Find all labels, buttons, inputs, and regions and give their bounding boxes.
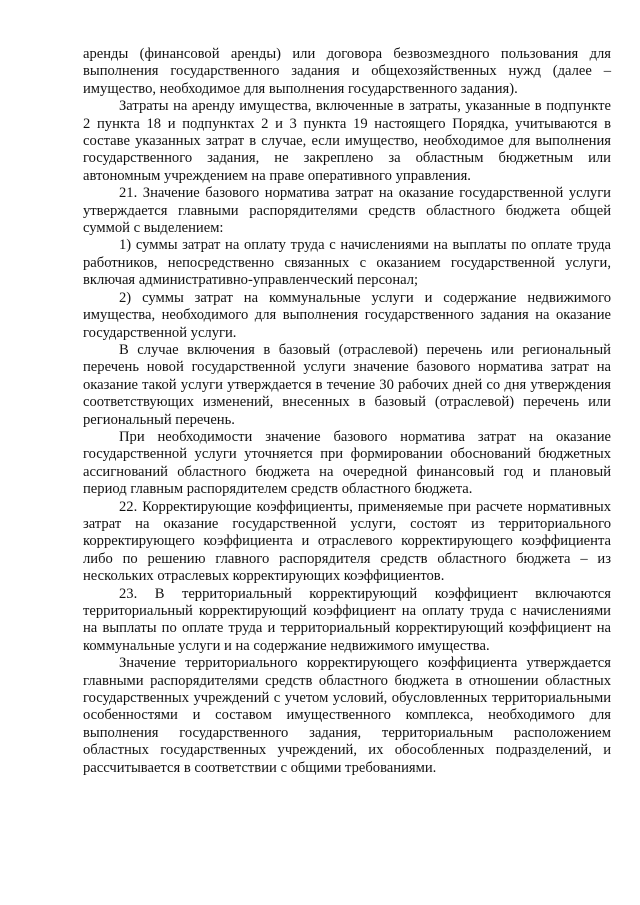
paragraph-item-22: 22. Корректирующие коэффициенты, применяемые при расчете нормативных затрат на оказание государственной услуги, состоят из территориального корректирующего коэффициента и отраслевого корректирующего коэффициента либо по решению главного распорядителя средств областного бюджета – из нескольких отраслевых корректирующих коэффициентов.: [83, 498, 611, 585]
paragraph-item-21: 21. Значение базового норматива затрат на оказание государственной услуги утверждается главными распорядителями средств областного бюджета общей суммой с выделением:: [83, 185, 611, 237]
paragraph-rent-costs: Затраты на аренду имущества, включенные в затраты, указанные в подпункте 2 пункта 18 и подпунктах 2 и 3 пункта 19 настоящего Порядка, учитываются в составе указанных затрат в случае, если имущество, необходимое для выполнения государственного задания, не закреплено за областным бюджетным или автономным учреждением на праве оперативного управления.: [83, 98, 611, 184]
paragraph-refinement: При необходимости значение базового норматива затрат на оказание государственной услуги уточняется при формировании обоснований бюджетных ассигнований областного бюджета на очередной финансовый год и плановый период главным распорядителем средств областного бюджета.: [83, 428, 611, 498]
paragraph-item-23: 23. В территориальный корректирующий коэффициент включаются территориальный корректирующий коэффициент на оплату труда с начислениями на выплаты по оплате труда и территориальный корректирующий коэффициент на коммунальные услуги и на содержание недвижимого имущества.: [83, 585, 611, 654]
paragraph-territorial-value: Значение территориального корректирующего коэффициента утверждается главными распорядителями средств областного бюджета в отношении областных государственных учреждений с учетом условий, обусловленных территориальными особенностями и составом имущественного комплекса, необходимого для выполнения государственного задания, территориальным расположением областных государственных учреждений, их обособленных подразделений, и рассчитывается в соответствии с общими требованиями.: [83, 655, 611, 776]
paragraph-subitem-2: 2) суммы затрат на коммунальные услуги и содержание недвижимого имущества, необходимого для выполнения государственного задания на оказание государственной услуги.: [83, 289, 611, 341]
paragraph-new-service: В случае включения в базовый (отраслевой) перечень или региональный перечень новой государственной услуги значение базового норматива затрат на оказание такой услуги утверждается в течение 30 рабочих дней со дня утверждения соответствующих изменений, внесенных в базовый (отраслевой) перечень или региональный перечень.: [83, 341, 611, 428]
paragraph-rent-continuation: аренды (финансовой аренды) или договора безвозмездного пользования для выполнения государственного задания и общехозяйственных нужд (далее – имущество, необходимое для выполнения государственного задания).: [83, 46, 611, 97]
paragraph-subitem-1: 1) суммы затрат на оплату труда с начислениями на выплаты по оплате труда работников, непосредственно связанных с оказанием государственной услуги, включая административно-управленческий персонал;: [83, 237, 611, 289]
document-page: [83, 46, 611, 777]
